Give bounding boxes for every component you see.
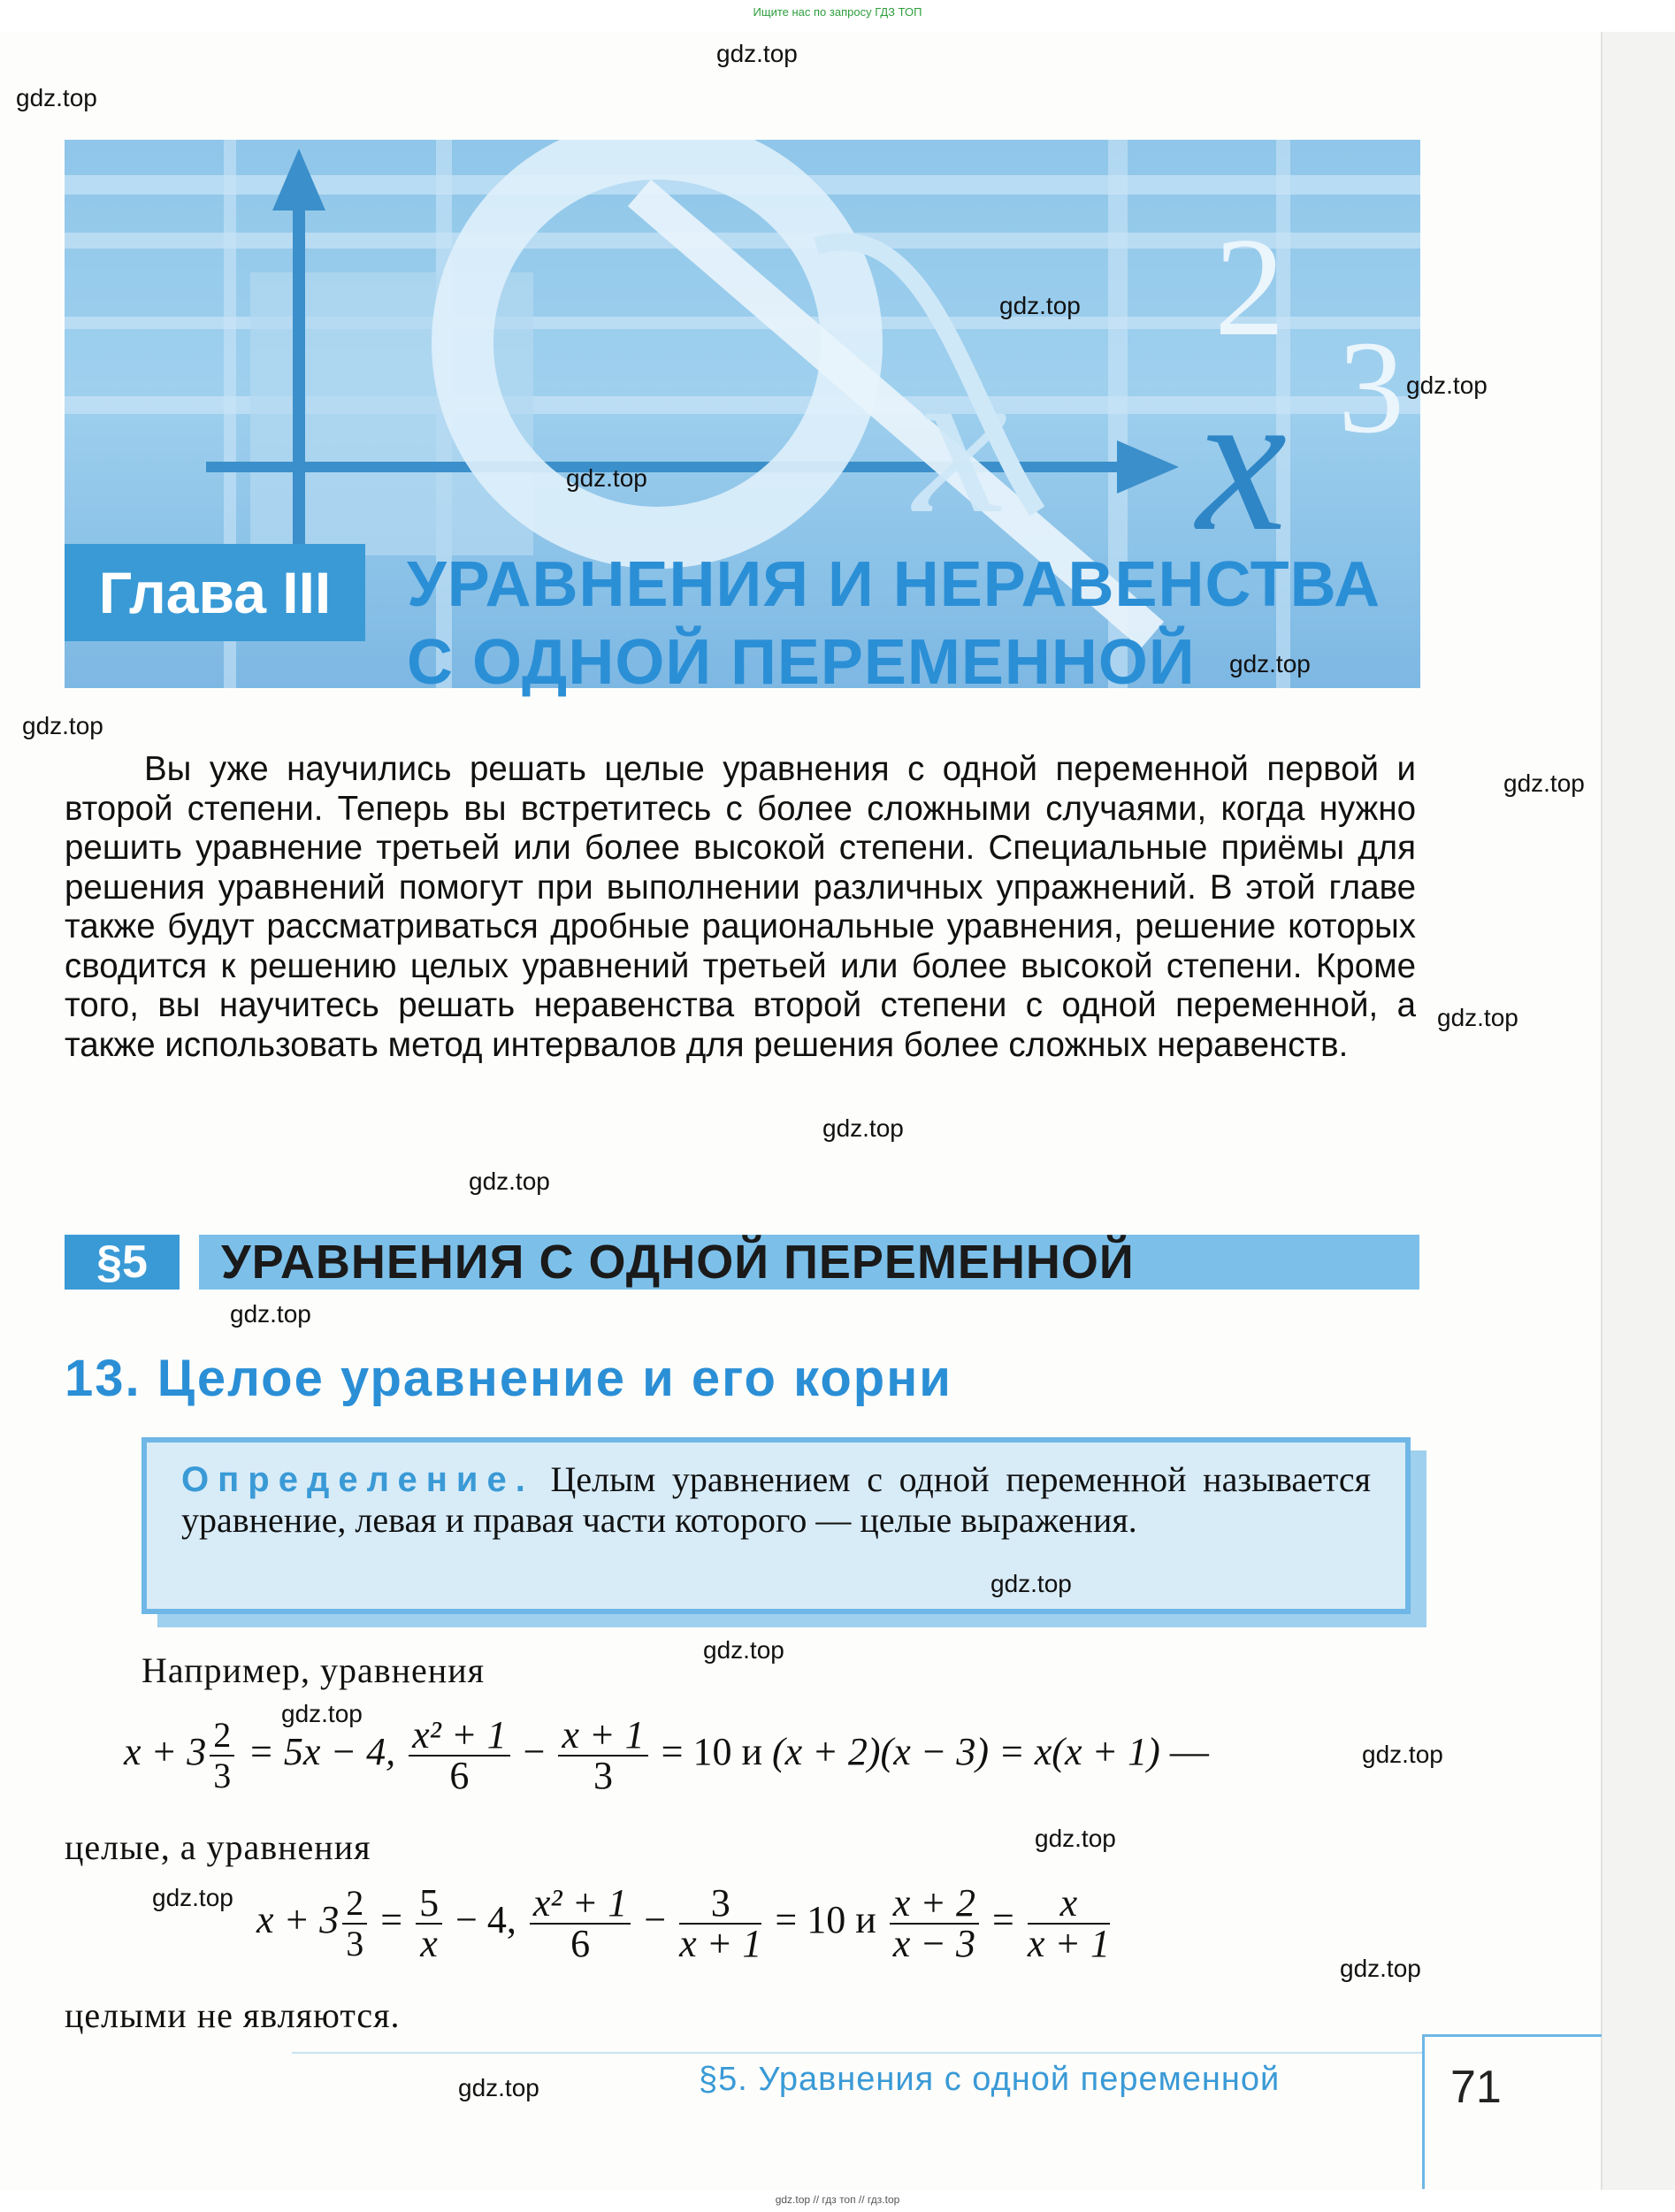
definition-term: Определение. [181,1460,534,1499]
eq1-term-a: x + 3 [124,1730,207,1774]
watermark: gdz.top [22,712,103,739]
paragraph-badge: §5 [65,1235,180,1290]
page-number-box [1422,2034,1602,2189]
chapter-title-line2: С ОДНОЙ ПЕРЕМЕННОЙ [407,627,1196,698]
watermark: gdz.top [822,1114,904,1142]
watermark: gdz.top [230,1300,311,1328]
watermark: gdz.top [152,1884,233,1911]
examples-mid: целые, а уравнения [65,1827,371,1867]
watermark: gdz.top [16,84,97,111]
paragraph-title: УРАВНЕНИЯ С ОДНОЙ ПЕРЕМЕННОЙ [221,1236,1135,1289]
banner-x2-symbol: x [1197,348,1288,573]
equation-line-2 [256,1881,1113,1965]
watermark: gdz.top [1437,1004,1518,1031]
footer-rule [292,2052,1424,2054]
eq1-mixed-fraction: $\frac{2}{3}$ [210,1716,234,1795]
watermark: gdz.top [1503,769,1585,797]
page-edge [1601,32,1675,2190]
chapter-label: Глава III [65,544,365,641]
watermark: gdz.top [458,2074,539,2101]
eq2-equals-2: = [991,1898,1014,1942]
eq2-and: и [855,1898,876,1942]
bottom-link[interactable]: gdz.top // гдз топ // гдз.top [775,2193,900,2206]
eq2-mixed-fraction: $\frac{2}{3}$ [342,1884,367,1963]
intro-paragraph: Вы уже научились решать целые уравнения с одной переменной первой и второй степени. Теперь вы встретитесь с более сложными случаями, когда нужно решить уравнение третьей или более высокой степени. Специальные приёмы для решения уравнений помогут при выполнении различных упражнений. В этой главе также будут рассматриваться дробные рациональные уравнения, решение которых сводится к решению целых уравнений третьей или более высокой степени. Кроме того, вы научитесь решать неравенства второй степени с одной переменной, а также использовать метод интервалов для решения более сложных неравенств. [65,750,1416,1064]
watermark: gdz.top [1362,1741,1443,1768]
banner-x-symbol: x [914,322,1008,557]
watermark: gdz.top [281,1700,363,1727]
eq1-second-equation: (x + 2)(x − 3) = x(x + 1) [772,1730,1160,1774]
eq2-fraction-0: $\frac{5}{x}$ [416,1884,442,1963]
eq2-fraction-3: $\frac{x + 2}{x - 3}$ [890,1884,979,1963]
watermark: gdz.top [1340,1955,1421,1982]
banner-2-symbol: 2 [1214,208,1285,365]
eq1-fraction-2: $\frac{x + 1}{3}$ [558,1716,647,1795]
watermark: gdz.top [1035,1825,1116,1852]
watermark: gdz.top [999,292,1081,319]
definition-body: Целым уравнением с одной переменной называется уравнение, левая и правая части которого — целые выражения. [181,1459,1371,1540]
watermark: gdz.top [990,1570,1072,1597]
eq2-term-b: − 4, [455,1898,516,1942]
eq1-and: и [741,1730,763,1774]
eq2-fraction-1: $\frac{\text{x² + 1}}{6}$ [530,1884,631,1963]
watermark: gdz.top [703,1636,784,1664]
eq1-dash: — [1169,1730,1209,1774]
section-title: 13. Целое уравнение и его корни [65,1350,952,1407]
chapter-intro [65,750,1416,1065]
watermark: gdz.top [1229,650,1311,677]
watermark: gdz.top [469,1167,550,1195]
eq2-term-a: x + 3 [256,1898,340,1942]
page-number: 71 [1450,2062,1502,2113]
definition-text [181,1459,1371,1540]
examples-end: целыми не являются. [65,1995,401,2035]
top-search-link[interactable]: Ищите нас по запросу ГДЗ ТОП [753,5,922,19]
eq2-rhs: = 10 [775,1898,846,1942]
eq2-fraction-2: $\frac{3}{x + 1}$ [679,1881,762,1965]
examples-lead: Например, уравнения [141,1650,486,1690]
eq1-rhs: = 10 [661,1730,732,1774]
chapter-title-line1: УРАВНЕНИЯ И НЕРАВЕНСТВА [407,549,1381,620]
watermark: gdz.top [566,464,647,492]
eq1-term-b: = 5x − 4, [238,1730,396,1774]
eq1-minus: − [523,1730,546,1774]
running-footer: §5. Уравнения с одной переменной [699,2061,1281,2098]
eq1-fraction-1: $\frac{\text{x² + 1}}{6}$ [409,1716,509,1795]
eq2-fraction-4: $\frac{x}{x + 1}$ [1027,1881,1111,1965]
eq2-minus: − [644,1898,667,1942]
banner-3-symbol: 3 [1338,314,1404,461]
watermark: gdz.top [716,40,798,67]
watermark: gdz.top [1406,371,1488,399]
eq2-equals: = [380,1898,403,1942]
